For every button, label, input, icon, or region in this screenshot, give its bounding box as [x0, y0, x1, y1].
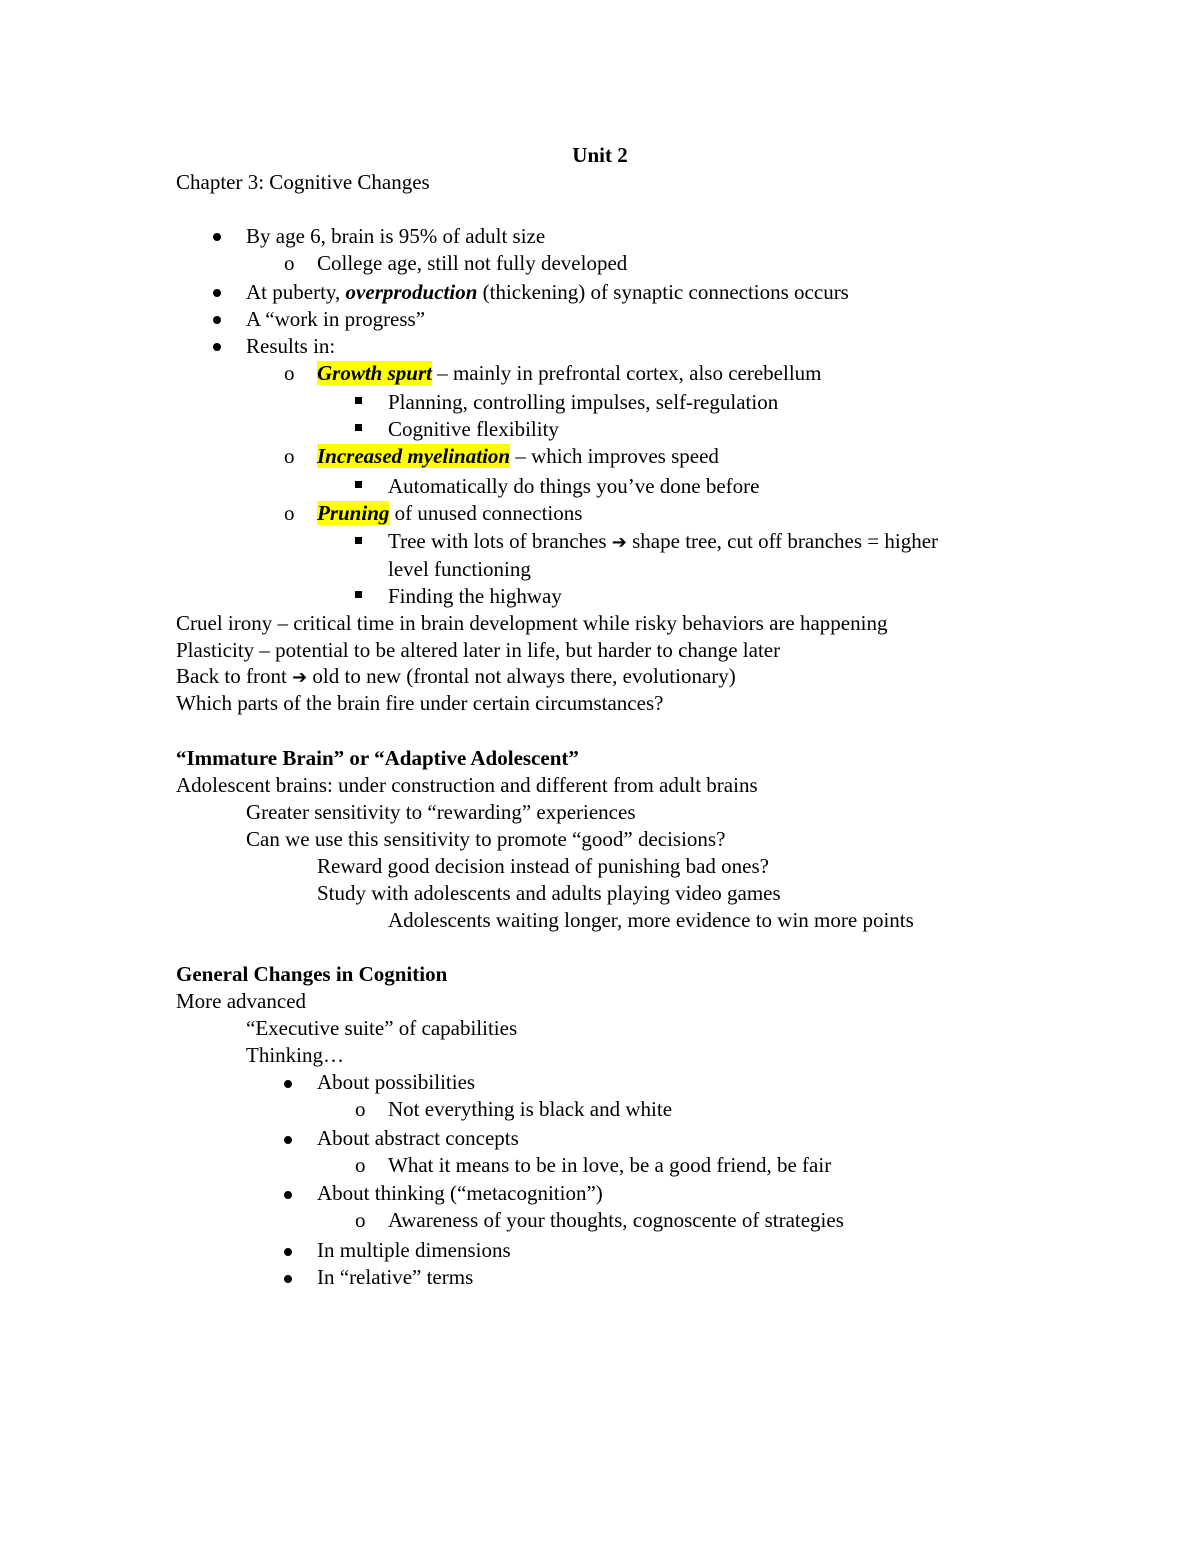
emphasis-term: overproduction [345, 280, 478, 304]
list-item-continuation: level functioning [388, 557, 531, 581]
chapter-heading: Chapter 3: Cognitive Changes [176, 170, 430, 194]
list-item: What it means to be in love, be a good friend, be fair [388, 1153, 832, 1177]
bullet-icon [213, 233, 221, 241]
bullet-icon [284, 1136, 292, 1144]
circle-bullet-icon: o [284, 444, 295, 468]
bullet-icon [284, 1275, 292, 1283]
list-item [246, 279, 849, 306]
list-item: In multiple dimensions [317, 1238, 511, 1262]
circle-bullet-icon: o [284, 361, 295, 385]
paragraph-line [176, 663, 736, 691]
bullet-icon [284, 1248, 292, 1256]
section-heading: “Immature Brain” or “Adaptive Adolescent” [176, 746, 579, 770]
text-run: Back to front [176, 664, 293, 688]
list-item: College age, still not fully developed [317, 251, 628, 275]
paragraph-line: Cruel irony – critical time in brain development while risky behaviors are happening [176, 611, 888, 635]
paragraph-line: Adolescents waiting longer, more evidence to win more points [388, 908, 914, 932]
text-run: of unused connections [389, 501, 583, 525]
text-run: old to new (frontal not always there, evolutionary) [307, 664, 736, 688]
paragraph-line: Can we use this sensitivity to promote “good” decisions? [246, 827, 726, 851]
paragraph-line: Plasticity – potential to be altered later in life, but harder to change later [176, 638, 781, 662]
list-item: About possibilities [317, 1070, 476, 1094]
arrow-right-icon: ➔ [292, 667, 308, 688]
square-bullet-icon [355, 424, 362, 431]
paragraph-line: Thinking… [246, 1043, 344, 1067]
circle-bullet-icon: o [355, 1097, 366, 1121]
circle-bullet-icon: o [355, 1153, 366, 1177]
paragraph-line: Which parts of the brain fire under certain circumstances? [176, 691, 664, 715]
list-item: Cognitive flexibility [388, 417, 559, 441]
highlighted-term: Pruning [317, 501, 390, 525]
section-heading: General Changes in Cognition [176, 962, 448, 986]
square-bullet-icon [355, 397, 362, 404]
paragraph-line: Greater sensitivity to “rewarding” experiences [246, 800, 636, 824]
paragraph-line: “Executive suite” of capabilities [246, 1016, 518, 1040]
square-bullet-icon [355, 537, 362, 544]
square-bullet-icon [355, 481, 362, 488]
list-item: About thinking (“metacognition”) [317, 1181, 603, 1205]
circle-bullet-icon: o [355, 1208, 366, 1232]
list-item: Planning, controlling impulses, self-regulation [388, 390, 779, 414]
highlighted-term: Growth spurt [317, 361, 432, 385]
list-item: Finding the highway [388, 584, 562, 608]
text-run: At puberty, [246, 280, 346, 304]
circle-bullet-icon: o [284, 251, 295, 275]
text-run: (thickening) of synaptic connections occurs [477, 280, 849, 304]
text-run: – which improves speed [510, 444, 719, 468]
list-item [317, 500, 582, 527]
circle-bullet-icon: o [284, 501, 295, 525]
list-item: Automatically do things you’ve done before [388, 474, 760, 498]
list-item [317, 443, 719, 470]
paragraph-line: Adolescent brains: under construction and different from adult brains [176, 773, 758, 797]
bullet-icon [213, 316, 221, 324]
list-item: About abstract concepts [317, 1126, 519, 1150]
paragraph-line: Reward good decision instead of punishing bad ones? [317, 854, 769, 878]
list-item: Awareness of your thoughts, cognoscente of strategies [388, 1208, 844, 1232]
list-item: A “work in progress” [246, 307, 426, 331]
text-run: – mainly in prefrontal cortex, also cerebellum [431, 361, 822, 385]
text-run: Tree with lots of branches [388, 529, 612, 553]
bullet-icon [213, 343, 221, 351]
paragraph-line: More advanced [176, 989, 307, 1013]
list-item: Not everything is black and white [388, 1097, 673, 1121]
bullet-icon [284, 1191, 292, 1199]
list-item: Results in: [246, 334, 336, 358]
page-title: Unit 2 [572, 143, 628, 167]
list-item: By age 6, brain is 95% of adult size [246, 224, 546, 248]
square-bullet-icon [355, 591, 362, 598]
list-item: In “relative” terms [317, 1265, 474, 1289]
list-item [388, 528, 938, 556]
paragraph-line: Study with adolescents and adults playing video games [317, 881, 781, 905]
list-item [317, 360, 822, 387]
arrow-right-icon: ➔ [611, 532, 627, 553]
bullet-icon [213, 289, 221, 297]
highlighted-term: Increased myelination [317, 444, 511, 468]
bullet-icon [284, 1080, 292, 1088]
text-run: shape tree, cut off branches = higher [626, 529, 939, 553]
